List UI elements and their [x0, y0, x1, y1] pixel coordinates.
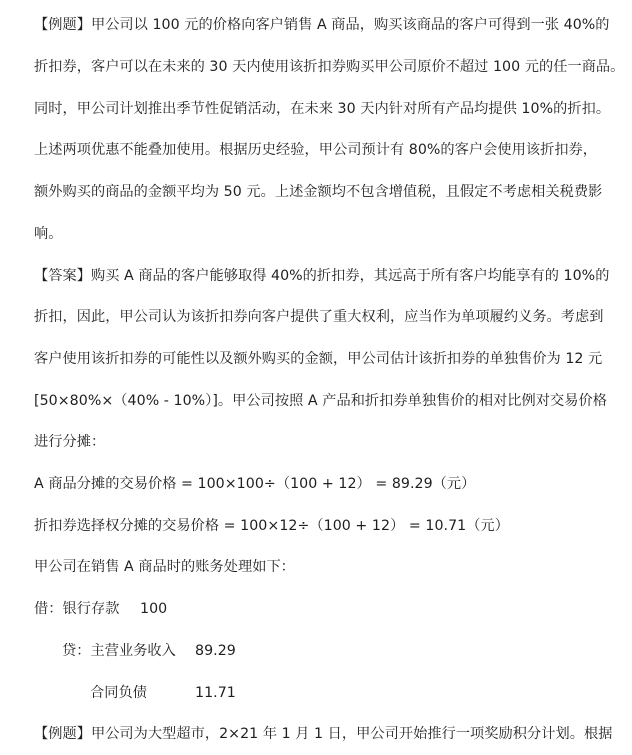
calc-a-product: A 商品分摊的交易价格 = 100×100÷（100 + 12） = 89.29（元） — [34, 476, 476, 492]
example-tag: 【例题】 — [34, 17, 91, 33]
example1-text-1: 甲公司以 100 元的价格向客户销售 A 商品，购买该商品的客户可得到一张 40%的 — [90, 17, 610, 33]
calc-coupon: 折扣券选择权分摊的交易价格 = 100×12÷（100 + 12） = 10.71（元） — [34, 518, 509, 534]
entry-intro: 甲公司在销售 A 商品时的账务处理如下： — [34, 559, 295, 575]
example2-tag: 【例题】 — [34, 726, 91, 742]
journal-debit — [34, 599, 604, 619]
journal-credit2-amount: 11.71 — [195, 685, 236, 701]
journal-credit2-label: 合同负债 — [90, 685, 147, 701]
journal-debit-amount: 100 — [140, 601, 168, 617]
example1-line-3: 同时，甲公司计划推出季节性促销活动，在未来 30 天内针对所有产品均提供 10%的折扣。 — [34, 101, 611, 117]
answer-line-4: [50×80%×（40% - 10%）]。甲公司按照 A 产品和折扣券单独售价的相对比例对交易价格 — [34, 393, 607, 409]
journal-credit1-label: 贷：主营业务收入 — [62, 643, 176, 659]
answer-line-5: 进行分摊： — [34, 434, 106, 450]
answer-line-2: 折扣，因此，甲公司认为该折扣券向客户提供了重大权利，应当作为单项履约义务。考虑到 — [34, 309, 604, 325]
journal-credit-liability — [90, 683, 632, 703]
example1-line-6: 响。 — [34, 226, 63, 242]
answer-tag: 【答案】 — [34, 268, 91, 284]
answer-text-1: 购买 A 商品的客户能够取得 40%的折扣券，其远高于所有客户均能享有的 10%的 — [90, 268, 610, 284]
journal-debit-label: 借：银行存款 — [34, 601, 120, 617]
example2-line-1 — [34, 724, 613, 744]
answer-line-3: 客户使用该折扣券的可能性以及额外购买的金额，甲公司估计该折扣券的单独售价为 12 元 — [34, 351, 603, 367]
example1-line-2: 折扣券，客户可以在未来的 30 天内使用该折扣券购买甲公司原价不超过 100 元的任一商品。 — [34, 59, 625, 75]
example1-line-5: 额外购买的商品的金额平均为 50 元。上述金额均不包含增值税，且假定不考虑相关税费影 — [34, 184, 603, 200]
journal-credit-revenue — [62, 641, 632, 661]
journal-credit1-amount: 89.29 — [195, 643, 236, 659]
example1-line-4: 上述两项优惠不能叠加使用。根据历史经验，甲公司预计有 80%的客户会使用该折扣券， — [34, 142, 598, 158]
example2-text: 甲公司为大型超市，2×21 年 1 月 1 日，甲公司开始推行一项奖励积分计划。根据 — [90, 726, 613, 742]
example1-line-1 — [34, 15, 610, 35]
answer-line-1 — [34, 266, 610, 286]
